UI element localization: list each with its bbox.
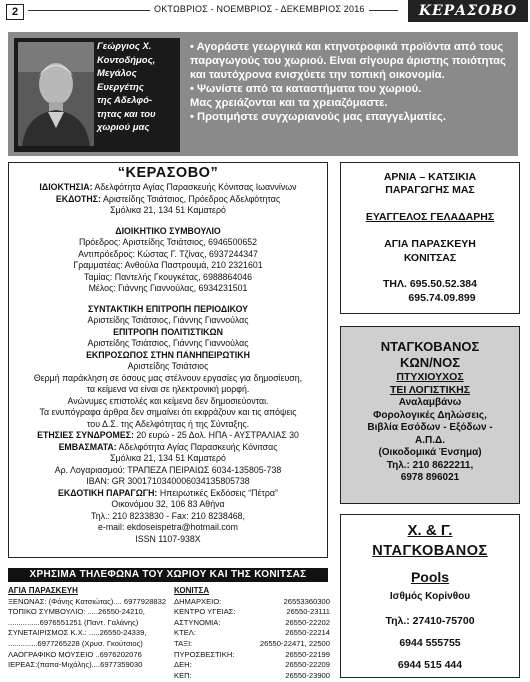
phones-village-head: ΑΓΙΑ ΠΑΡΑΣΚΕΥΗ bbox=[8, 586, 78, 595]
board-member: Ταμίας: Παντελής Γκουγκέτας, 6988864046 bbox=[84, 271, 252, 282]
phone-entry bbox=[174, 607, 330, 618]
board-member: Πρόεδρος: Αριστείδης Τσιάτσιος, 6946500652 bbox=[78, 237, 258, 247]
phone-label: ΚΕΠ: bbox=[174, 670, 192, 680]
phone-entry: ...............6976551251 (Παντ. Γαλάνης) bbox=[8, 617, 139, 627]
note-line: Ανώνυμες επιστολές και κείμενα δεν δημοσιεύονται. bbox=[67, 395, 269, 406]
phones-konitsa-head: ΚΟΝΙΤΣΑ bbox=[174, 586, 210, 595]
ad-line: Ισθμός Κορίνθου bbox=[389, 591, 471, 602]
publication-title: “ΚΕΡΑΣΟΒΟ” bbox=[117, 165, 219, 181]
ad-line: 6978 896021 bbox=[400, 472, 460, 483]
phone-label: ΚΤΕΛ: bbox=[174, 628, 196, 638]
board-member: Αντιπρόεδρος: Κώστας Γ. Τζίνας, 6937244347 bbox=[78, 248, 258, 259]
ad-line: Pools bbox=[410, 569, 450, 585]
phone-entry bbox=[174, 618, 330, 629]
ad-line: 6944 555755 bbox=[399, 637, 461, 649]
ad-line: ΚΩΝ/ΝΟΣ bbox=[399, 355, 461, 370]
board-member: Γραμματέας: Ανθούλα Παστρουμά, 210 2321601 bbox=[73, 260, 263, 270]
ad-line: ΤΕΙ ΛΟΓΙΣΤΙΚΗΣ bbox=[389, 384, 471, 396]
phones-village bbox=[8, 586, 172, 671]
ad-line: (Οικοδομικά Ένσημα) bbox=[378, 447, 482, 458]
phone-label: ΔΕΗ: bbox=[174, 660, 192, 670]
phone-entry: ΛΑΟΓΡΑΦΙΚΟ ΜΟΥΣΕΙΟ ..6976202076 bbox=[8, 649, 142, 659]
ad-line: Αναλαμβάνω bbox=[398, 397, 462, 408]
ownership: Αδελφότητα Αγίας Παρασκευής Κόνιτσας Ιωαννίνων bbox=[94, 182, 297, 192]
production-label: ΕΚΔΟΤΙΚΗ ΠΑΡΑΓΩΓΗ: bbox=[58, 487, 158, 498]
editorial-members: Αριστείδης Τσιάτσιος, Γιάννης Γιαννούλας bbox=[87, 315, 249, 325]
benefactor-portrait bbox=[18, 42, 94, 146]
phone-number: 26550-23900 bbox=[285, 670, 330, 680]
caption-line: της Αδελφό- bbox=[97, 95, 153, 106]
publisher-label: ΕΚΔΟΤΗΣ: bbox=[55, 193, 101, 204]
promo-line: • Προτιμήστε συγχωριανούς μας επαγγελματίες. bbox=[190, 111, 446, 123]
subscriptions-label: ΕΤΗΣΙΕΣ ΣΥΝΔΡΟΜΕΣ: bbox=[37, 430, 134, 440]
promo-line: • Αγοράστε γεωργικά και κτηνοτροφικά προϊόντα από τους παραγωγούς του χωριού. Είναι σίγουρα άριστης ποιότητας και ταυτόχρονα ενισχύετε την τοπική οικονομία. bbox=[190, 41, 506, 81]
culture-title: ΕΠΙΤΡΟΠΗ ΠΟΛΙΤΙΣΤΙΚΩΝ bbox=[113, 326, 223, 337]
phone-label: ΠΥΡΟΣΒΕΣΤΙΚΗ: bbox=[174, 649, 235, 659]
ad-line: 6944 515 444 bbox=[397, 659, 463, 671]
remittance-label: ΕΜΒΑΣΜΑΤΑ: bbox=[58, 441, 117, 452]
promo-text bbox=[186, 38, 514, 150]
board-member: Μέλος: Γιάννης Γιαννούλας, 6934231501 bbox=[88, 283, 248, 293]
ad-accountant bbox=[340, 326, 520, 504]
phone-number: 26550-23111 bbox=[286, 607, 330, 617]
phone-entry bbox=[174, 671, 330, 682]
phone-fax: Τηλ.: 210 8233830 - Fax: 210 8238468, bbox=[91, 510, 245, 521]
phone-entry bbox=[174, 628, 330, 639]
ad-line: ΝΤΑΓΚΟΒΑΝΟΣ bbox=[380, 339, 480, 354]
phone-entry: ΤΟΠΙΚΟ ΣΥΜΒΟΥΛΙΟ: .....26550-24210, bbox=[8, 607, 145, 617]
ad-line: ΠΑΡΑΓΩΓΗΣ ΜΑΣ bbox=[385, 184, 475, 196]
phone-number: 26550-22209 bbox=[285, 660, 330, 670]
phone-entry: ΙΕΡΕΑΣ:(παπα-Μιχάλης)....6977359030 bbox=[8, 660, 143, 670]
phone-entry: ΞΕΝΩΝΑΣ: (Φάνης Κατσιώτας).... 6977928832 bbox=[8, 596, 167, 606]
ad-line: Φορολογικές Δηλώσεις, bbox=[373, 409, 487, 421]
phones-konitsa bbox=[174, 586, 330, 681]
bank-account: Αρ. Λογαριασμού: ΤΡΑΠΕΖΑ ΠΕΙΡΑΙΩΣ 6034-135805-738 bbox=[54, 464, 282, 475]
ad-line: ΠΤΥΧΙΟΥΧΟΣ bbox=[396, 371, 464, 383]
federation-title: ΕΚΠΡΟΣΩΠΟΣ ΣΤΗΝ ΠΑΝΗΠΕΙΡΩΤΙΚΗ bbox=[86, 349, 250, 360]
caption-line: Κοντοδήμος, bbox=[97, 54, 156, 66]
phone-label: ΤΑΞΙ: bbox=[174, 638, 193, 648]
culture-members: Αριστείδης Τσιάτσιος, Γιάννης Γιαννούλας bbox=[87, 338, 249, 348]
iban: IBAN: GR 3001710340006034135805738 bbox=[86, 476, 250, 486]
caption-line: Ευεργέτης bbox=[97, 81, 144, 93]
publication-info bbox=[10, 182, 326, 545]
caption-line: Γεώργιος Χ. bbox=[97, 41, 152, 52]
publisher: Αριστείδης Τσιάτσιος, Πρόεδρος Αδελφότητας bbox=[102, 193, 281, 204]
note-line: Τα ενυπόγραφα άρθρα δεν σημαίνει ότι εκφράζουν και τις απόψεις bbox=[39, 407, 297, 417]
remittance-address: Σμόλικα 21, 134 51 Καματερό bbox=[110, 453, 226, 463]
ad-line: ΕΥΑΓΓΕΛΟΣ ΓΕΛΑΔΑΡΗΣ bbox=[365, 211, 495, 223]
address: Σμόλικα 21, 134 51 Καματερό bbox=[110, 205, 226, 215]
ad-line: Τηλ.: 27410-75700 bbox=[385, 615, 475, 627]
note-line: του Δ.Σ. της Αδελφότητας ή της Σύνταξης. bbox=[86, 418, 250, 429]
caption-line: χωριού μας bbox=[97, 122, 150, 133]
masthead-logo: ΚΕΡΑΣΟΒΟ bbox=[408, 0, 528, 22]
note-line: τα κείμενα να είναι σε ηλεκτρονική μορφή. bbox=[86, 384, 250, 394]
caption-line: Μεγάλος bbox=[97, 68, 137, 79]
email: e-mail: ekdoseispetra@hotmail.com bbox=[98, 522, 238, 532]
ownership-label: ΙΔΙΟΚΤΗΣΙΑ: bbox=[39, 182, 93, 192]
editorial-title: ΣΥΝΤΑΚΤΙΚΗ ΕΠΙΤΡΟΠΗ ΠΕΡΙΟΔΙΚΟΥ bbox=[87, 303, 249, 314]
phone-label: ΚΕΝΤΡΟ ΥΓΕΙΑΣ: bbox=[174, 607, 236, 617]
ad-line: ΝΤΑΓΚΟΒΑΝΟΣ bbox=[372, 543, 488, 559]
ad-line: ΑΡΝΙΑ – ΚΑΤΣΙΚΙΑ bbox=[383, 171, 477, 183]
phone-entry: ..............6977265228 (Χρυσ. Γκούτσιος) bbox=[8, 638, 143, 648]
production-address: Οικονόμου 32, 106 83 Αθήνα bbox=[111, 499, 225, 509]
subscriptions: 20 ευρώ - 25 Δολ. ΗΠΑ - ΑΥΣΤΡΑΛΙΑΣ 30 bbox=[136, 430, 299, 440]
ad-line: ΚΟΝΙΤΣΑΣ bbox=[403, 252, 457, 264]
phone-number: 26550-22214 bbox=[285, 628, 330, 638]
ad-line: Τηλ.: 210 8622211, bbox=[386, 459, 474, 471]
ad-line: Βιβλία Εσόδων - Εξόδων - bbox=[367, 422, 493, 433]
promo-line: • Ψωνίστε από τα καταστήματα του χωριού. bbox=[190, 83, 422, 95]
page-number: 2 bbox=[6, 4, 24, 20]
ad-line: 695.74.09.899 bbox=[408, 292, 476, 304]
phone-entry bbox=[174, 597, 330, 608]
ad-line: ΑΓΙΑ ΠΑΡΑΣΚΕΥΗ bbox=[384, 238, 476, 250]
phone-entry bbox=[174, 650, 330, 661]
issue-date: ΟΚΤΩΒΡΙΟΣ - ΝΟΕΜΒΡΙΟΣ - ΔΕΚΕΜΒΡΙΟΣ 2016 bbox=[150, 4, 369, 14]
board-title: ΔΙΟΙΚΗΤΙΚΟ ΣΥΜΒΟΥΛΙΟ bbox=[115, 225, 221, 236]
phone-number: 26550-22202 bbox=[285, 617, 330, 627]
ad-line: Χ. & Γ. bbox=[407, 522, 453, 539]
phone-entry: ΣΥΝΕΤΑΙΡΙΣΜΟΣ Κ.Χ.: .....26550-24339, bbox=[8, 628, 147, 638]
federation-member: Αριστείδης Τσιάτσιος bbox=[127, 361, 209, 371]
issn: ISSN 1107-938X bbox=[135, 533, 201, 544]
note-line: Θερμή παράκληση σε όσους μας στέλνουν εργασίες για δημοσίευση, bbox=[33, 372, 303, 383]
phone-number: 26553360300 bbox=[283, 596, 330, 606]
ad-pools bbox=[340, 514, 520, 678]
phone-number: 26550-22471, 22500 bbox=[259, 638, 330, 648]
phones-title: ΧΡΗΣΙΜΑ ΤΗΛΕΦΩΝΑ ΤΟΥ ΧΩΡΙΟΥ ΚΑΙ ΤΗΣ ΚΟΝΙΤΣΑΣ bbox=[8, 568, 328, 582]
promo-line: Μας χρειάζονται και τα χρειαζόμαστε. bbox=[190, 97, 388, 109]
ad-line: ΤΗΛ. 695.50.52.384 bbox=[383, 278, 477, 290]
ad-lambs-goats bbox=[340, 162, 520, 314]
ad-line: Α.Π.Δ. bbox=[415, 434, 445, 446]
phone-entry bbox=[174, 660, 330, 671]
production: Ηπειρωτικές Εκδόσεις “Πέτρα” bbox=[159, 487, 278, 498]
remittance: Αδελφότητα Αγίας Παρασκευής Κόνιτσας bbox=[118, 441, 278, 452]
caption-line: τητας και του bbox=[97, 108, 156, 120]
portrait-caption bbox=[97, 40, 179, 135]
phone-entry bbox=[174, 639, 330, 650]
phone-label: ΑΣΤΥΝΟΜΙΑ: bbox=[174, 617, 221, 627]
phone-number: 26550-22199 bbox=[285, 649, 330, 659]
phone-label: ΔΗΜΑΡΧΕΙΟ: bbox=[174, 596, 222, 606]
